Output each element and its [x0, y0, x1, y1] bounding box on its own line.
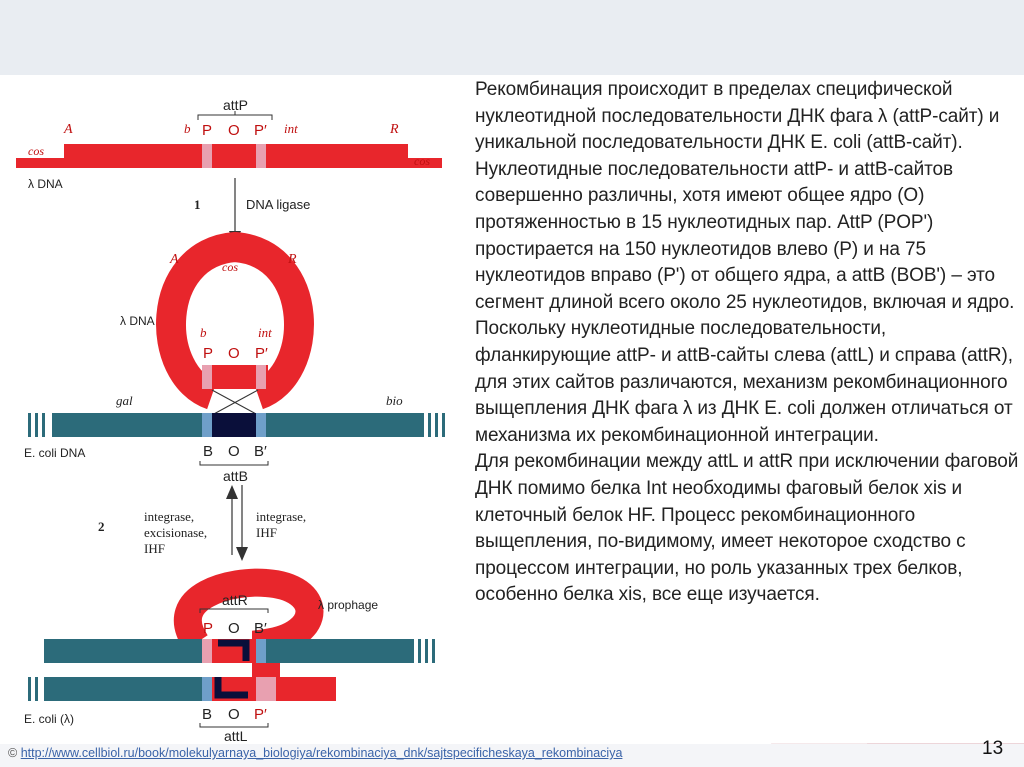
pprime-bottom-label: P′	[254, 706, 267, 723]
o-mid-label: O	[228, 443, 240, 460]
cos-left-label: cos	[28, 144, 44, 158]
lambda-dna-circle-label: λ DNA	[120, 314, 155, 328]
bprime-bottom-label: B′	[254, 620, 267, 637]
source-link[interactable]: http://www.cellbiol.ru/book/molekulyarnaya_biologiya/rekombinaciya_dnk/sajtspecificheskaya_rekombinaciya	[20, 746, 623, 760]
gal-label: gal	[116, 393, 133, 408]
pprime-top-label: P′	[254, 122, 267, 139]
b-mid-label: B	[203, 443, 214, 460]
int-circle-label: int	[258, 325, 272, 340]
cos-circle-label: cos	[222, 260, 238, 274]
ecoli-lambda-label: E. coli (λ)	[24, 712, 75, 726]
attr-label: attR	[222, 592, 248, 608]
gene-r-top-label: R	[390, 122, 399, 137]
lambda-prophage-label: λ prophage	[318, 598, 379, 612]
attl-label: attL	[224, 728, 248, 743]
bprime-mid-label: B′	[254, 443, 267, 460]
o-bottom-attr-label: O	[228, 620, 240, 637]
figure-svg	[4, 75, 464, 743]
gene-a-circle-label: A	[170, 252, 179, 267]
slide-body-text	[475, 77, 1024, 609]
b-bottom-label: B	[202, 706, 213, 723]
pprime-circle-label: P′	[255, 345, 268, 362]
o-bottom-label: O	[228, 706, 240, 723]
copyright-symbol: ©	[8, 746, 18, 760]
step-2-number: 2	[98, 519, 105, 534]
int-top-label: int	[284, 121, 298, 136]
right-arrow-label-1: integrase,	[256, 509, 307, 524]
b-circle-label: b	[200, 325, 207, 340]
attP-top-label: attP	[223, 97, 248, 113]
left-arrow-label-1: integrase,	[144, 509, 195, 524]
slide-number: 13	[982, 738, 1004, 759]
lambda-dna-top-label: λ DNA	[28, 177, 63, 191]
p-bottom-attr-label: P	[203, 620, 214, 637]
dna-ligase-label: DNA ligase	[246, 197, 311, 212]
p-top-label: P	[202, 122, 213, 139]
step-1-number: 1	[194, 197, 201, 212]
attb-label: attB	[223, 468, 248, 484]
gene-r-circle-label: R	[288, 252, 297, 267]
bio-label: bio	[386, 393, 403, 408]
right-arrow-label-2: IHF	[256, 525, 277, 540]
footer-source	[8, 746, 622, 760]
recombination-figure	[4, 75, 464, 743]
paragraph-2: Для рекомбинации между attL и attR при исключении фаговой ДНК помимо белка Int необходимы фаговый белок xis и клеточный белок HF. Процесс рекомбинационного выщепления, по-видимому, имеет некоторое сходство с процессом интеграции, но роль указанных трех белков, особенно белка xis, все еще изучается.	[475, 451, 1019, 606]
left-arrow-label-2: excisionase,	[144, 525, 208, 540]
b-top-label: b	[184, 121, 191, 136]
p-circle-label: P	[203, 345, 214, 362]
o-top-label: O	[228, 122, 240, 139]
cos-right-label: cos	[414, 154, 430, 168]
ecoli-dna-label: E. coli DNA	[24, 446, 86, 460]
o-circle-label: O	[228, 345, 240, 362]
paragraph-1: Рекомбинация происходит в пределах специфической нуклеотидной последовательности ДНК фага λ (attP-сайт) и уникальной последовательности ДНК E. coli (attB-сайт). Нуклеотидные последовательности attP- и attB-сайтов совершенно различны, хотя имеют общее ядро (O) протяженностью в 15 нуклеотидных пар. AttP (POP') простирается на 150 нуклеотидов влево (P) и на 75 нуклеотидов вправо (P') от общего ядра, а attB (BOB') – это сегмент длиной всего около 25 нуклеотидов, включая и ядро. Поскольку нуклеотидные последовательности, фланкирующие attP- и attB-сайты слева (attL) и справа (attR), для этих сайтов различаются, механизм рекомбинационного выщепления ДНК фага λ из ДНК E. coli должен отличаться от механизма их рекомбинационной интеграции.	[475, 79, 1015, 446]
left-arrow-label-3: IHF	[144, 541, 165, 556]
gene-a-top-label: A	[64, 122, 73, 137]
